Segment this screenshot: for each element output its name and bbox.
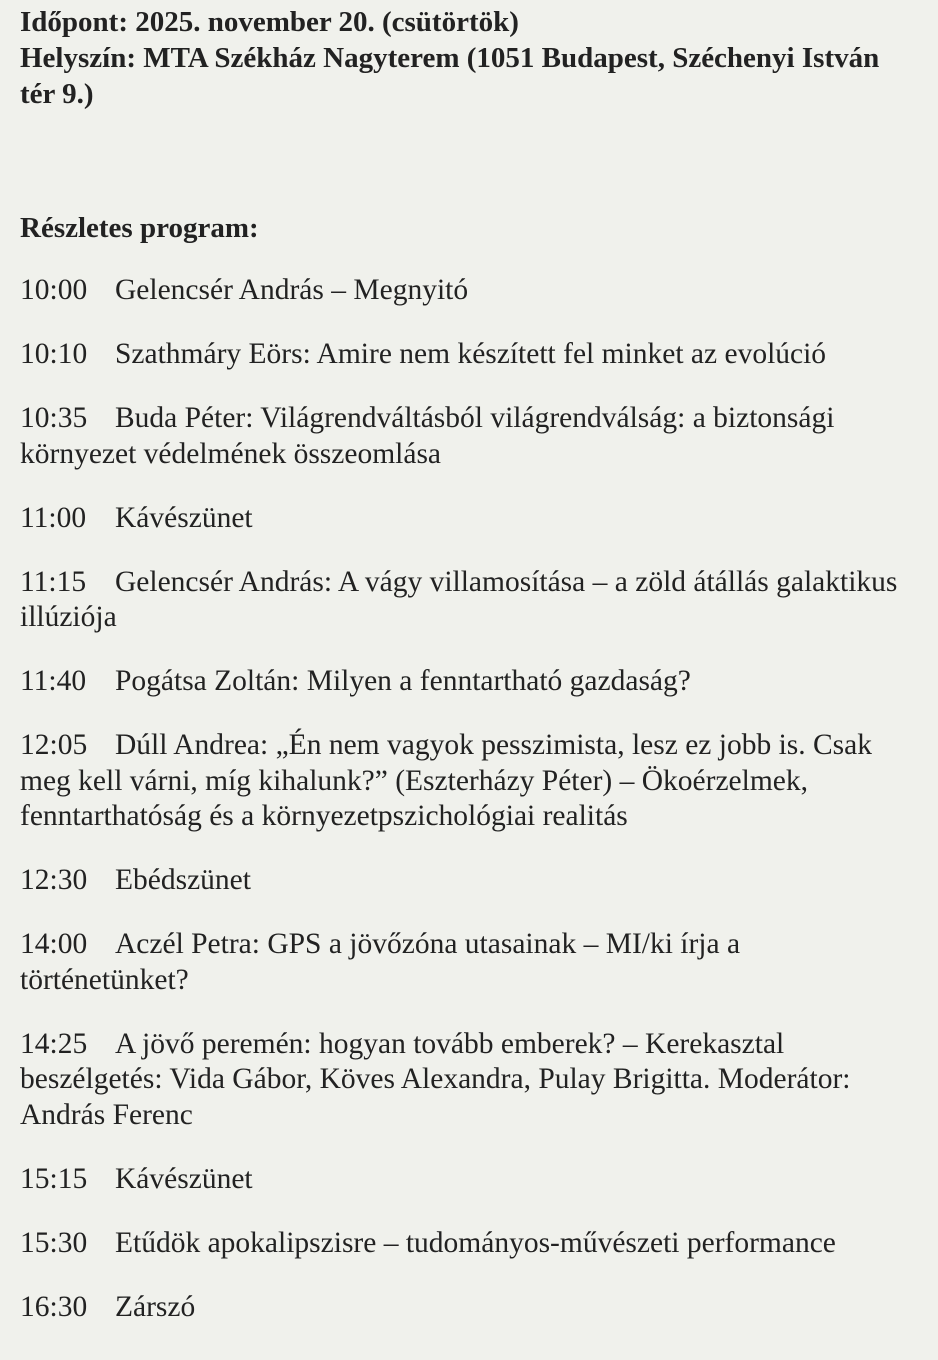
program-item bbox=[20, 1226, 916, 1262]
program-text: Aczél Petra: GPS a jövőzóna utasainak – MI/ki írja a történetünket? bbox=[20, 928, 741, 996]
program-time: 10:10 bbox=[20, 338, 88, 370]
program-time: 11:00 bbox=[20, 501, 87, 534]
program-time: 15:15 bbox=[20, 1162, 88, 1195]
program-time: 16:30 bbox=[20, 1290, 88, 1323]
program-text: Gelencsér András: A vágy villamosítása – a zöld átállás galaktikus illúziója bbox=[20, 565, 898, 633]
program-item bbox=[20, 565, 916, 636]
program-item bbox=[20, 337, 916, 373]
program-text: Zárszó bbox=[115, 1290, 196, 1323]
program-text: Kávészünet bbox=[115, 1162, 253, 1195]
program-text: Etűdök apokalipszisre – tudományos-művészeti performance bbox=[115, 1226, 836, 1259]
program-item bbox=[20, 1027, 916, 1134]
program-item bbox=[20, 1162, 916, 1198]
program-item bbox=[20, 927, 916, 998]
program-time: 10:00 bbox=[20, 274, 88, 306]
program-item bbox=[20, 273, 916, 309]
program-item bbox=[20, 728, 916, 835]
program-time: 11:15 bbox=[20, 565, 87, 598]
program-time: 15:30 bbox=[20, 1226, 88, 1259]
program-time: 10:35 bbox=[20, 402, 88, 434]
program-title: Részletes program: bbox=[20, 212, 259, 244]
program-item bbox=[20, 501, 916, 537]
program-text: Szathmáry Eörs: Amire nem készített fel minket az evolúció bbox=[115, 338, 827, 370]
program-text: Pogátsa Zoltán: Milyen a fenntartható gazdaság? bbox=[115, 665, 691, 697]
program-item bbox=[20, 401, 916, 472]
program-text: Buda Péter: Világrendváltásból világrendválság: a biztonsági környezet védelmének összeomlása bbox=[20, 402, 835, 470]
event-date: Időpont: 2025. november 20. (csütörtök) bbox=[20, 6, 519, 38]
program-list bbox=[20, 273, 916, 1325]
program-time: 12:30 bbox=[20, 864, 88, 896]
program-text: A jövő peremén: hogyan tovább emberek? – Kerekasztal beszélgetés: Vida Gábor, Köves Alexandra, Pulay Brigitta. Moderátor: András Ferenc bbox=[20, 1027, 851, 1131]
program-time: 12:05 bbox=[20, 729, 88, 761]
program-text: Gelencsér András – Megnyitó bbox=[115, 274, 469, 306]
program-text: Ebédszünet bbox=[115, 864, 251, 896]
program-time: 11:40 bbox=[20, 665, 87, 697]
program-time: 14:25 bbox=[20, 1027, 88, 1060]
event-venue: Helyszín: MTA Székház Nagyterem (1051 Budapest, Széchenyi István tér 9.) bbox=[20, 42, 880, 110]
program-text: Kávészünet bbox=[115, 501, 253, 534]
program-item bbox=[20, 664, 916, 700]
program-time: 14:00 bbox=[20, 928, 88, 960]
program-item bbox=[20, 1290, 916, 1326]
program-item bbox=[20, 863, 916, 899]
program-text: Dúll Andrea: „Én nem vagyok pesszimista, lesz ez jobb is. Csak meg kell várni, míg kihalunk?” (Eszterházy Péter) – Ökoérzelmek, fenntarthatóság és a környezetpszichológiai realitás bbox=[20, 729, 873, 832]
